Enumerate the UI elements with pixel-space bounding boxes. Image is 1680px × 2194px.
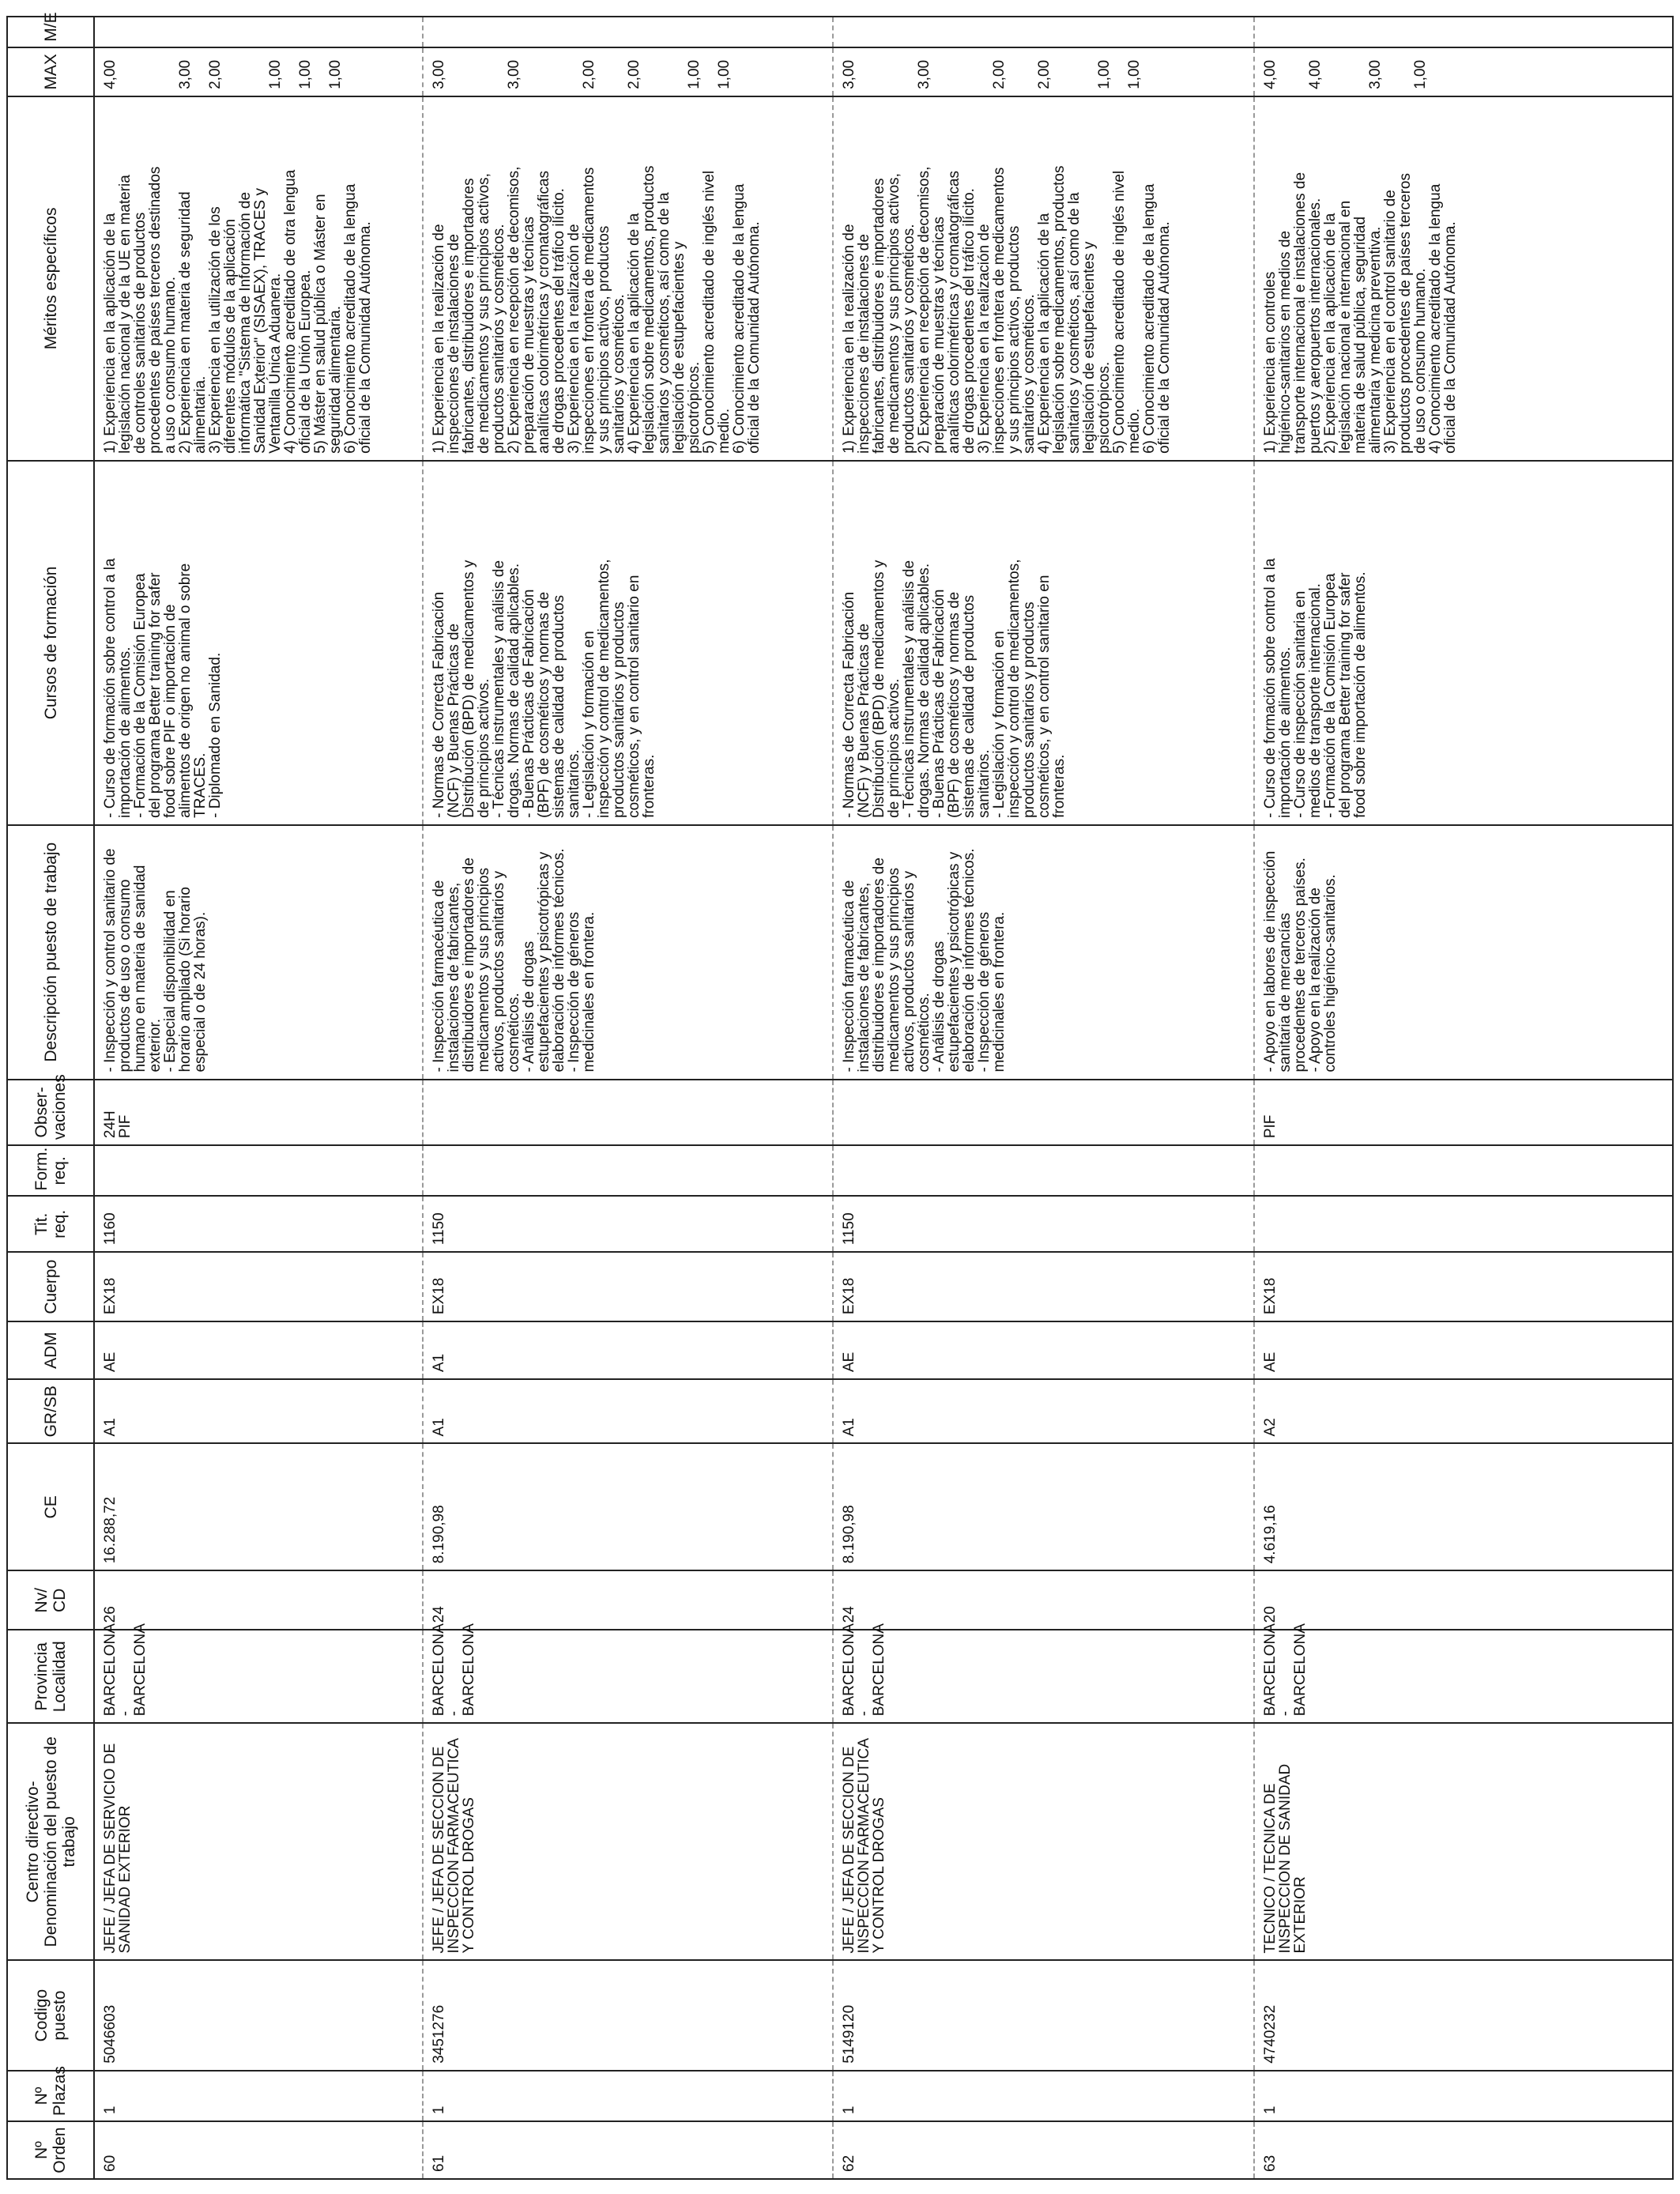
header-plazas: Nº Plazas xyxy=(7,2071,94,2121)
cell-plazas: 1 xyxy=(423,2071,833,2121)
max-value: 2,00 xyxy=(1036,59,1053,89)
cell-codigo: 5046603 xyxy=(94,1960,423,2070)
max-value xyxy=(193,53,208,89)
max-value xyxy=(461,53,477,89)
cell-nivel: 26 xyxy=(94,1570,423,1630)
cell-cursos: - Curso de formación sobre control a la importación de alimentos. - Curso de inspección sanitaria en medios de transporte internacional. - Formación de la Comisión Europea del programa Better training for safer food sobre importación de alimentos. xyxy=(1254,461,1673,825)
max-value: 1,00 xyxy=(267,59,284,89)
cell-obs xyxy=(833,1080,1254,1146)
max-value xyxy=(446,53,461,89)
cell-grsb: A1 xyxy=(833,1379,1254,1443)
header-max: MAX xyxy=(7,47,94,96)
header-centro: Centro directivo-Denominación del puesto de trabajo xyxy=(7,1723,94,1960)
max-value xyxy=(947,53,962,89)
max-value xyxy=(1022,53,1037,89)
cell-cuerpo: EX18 xyxy=(423,1252,833,1321)
table-row xyxy=(1254,17,1673,2179)
max-value xyxy=(148,53,163,89)
cell-obs: PIF xyxy=(1254,1080,1673,1146)
max-value xyxy=(672,53,687,89)
header-grsb: GR/SB xyxy=(7,1379,94,1443)
plazas-table xyxy=(6,12,1674,2180)
cell-adm: AE xyxy=(833,1321,1254,1379)
max-value xyxy=(857,53,872,89)
cell-codigo: 5149120 xyxy=(833,1960,1254,2070)
cell-ce: 8.190,98 xyxy=(423,1443,833,1570)
cell-ce: 16.288,72 xyxy=(94,1443,423,1570)
cell-orden: 63 xyxy=(1254,2121,1673,2179)
max-value xyxy=(702,53,717,89)
max-value: 3,00 xyxy=(505,59,522,89)
cell-descripcion: - Inspección farmacéutica de instalaciones de fabricantes, distribuidores e importadores de medicamentos y sus principios activos, productos sanitarios y cosméticos. - Análisis de drogas estupefacientes y psicotrópicas y elaboración de informes técnicos. - Inspección de géneros medicinales en frontera. xyxy=(833,825,1254,1080)
cell-max xyxy=(1254,47,1673,96)
cell-me xyxy=(1254,17,1673,47)
cell-cursos: - Normas de Correcta Fabricación (NCF) y Buenas Prácticas de Distribución (BPD) de medicamentos y de principios activos. - Técnicas instrumentales y análisis de drogas. Normas de calidad aplicables. - Buenas Prácticas de Fabricación (BPF) de cosméticos y normas de sistemas de calidad de productos sanitarios. - Legislación y formación en inspección y control de medicamentos, productos sanitarios y productos cosméticos, y en control sanitario en fronteras. xyxy=(833,461,1254,825)
max-value: 4,00 xyxy=(102,59,119,89)
cell-me xyxy=(423,17,833,47)
max-value xyxy=(537,53,552,89)
max-value xyxy=(1398,53,1413,89)
max-value xyxy=(522,53,537,89)
max-value: 3,00 xyxy=(430,59,447,89)
max-value xyxy=(567,53,582,89)
header-nivel: Nv/ CD xyxy=(7,1570,94,1630)
header-tit: Tit. req. xyxy=(7,1196,94,1252)
max-value xyxy=(283,53,298,89)
table-row xyxy=(833,17,1254,2179)
max-value xyxy=(1007,53,1022,89)
max-value xyxy=(1082,53,1097,89)
max-value: 2,00 xyxy=(625,59,642,89)
max-value xyxy=(962,53,977,89)
max-value xyxy=(872,53,887,89)
max-value xyxy=(253,53,268,89)
max-value xyxy=(902,53,917,89)
max-value xyxy=(492,53,507,89)
max-value: 1,00 xyxy=(1126,59,1143,89)
max-value xyxy=(1067,53,1082,89)
cell-nivel: 24 xyxy=(833,1570,1254,1630)
cell-me xyxy=(833,17,1254,47)
cell-meritos: 1) Experiencia en controles higiénico-sanitarios en medios de transporte internacional e instalaciones de puertos y aeropuertos internacionales. 2) Experiencia en la aplicación de la legislación nacional e internacional en materia de salud pública, seguridad alimentaria y medicina preventiva. 3) Experiencia en el control sanitario de productos procedentes de países terceros de uso o consumo humano. 4) Conocimiento acreditado de la lengua oficial de la Comunidad Autónoma. xyxy=(1254,96,1673,461)
header-form: Form. req. xyxy=(7,1145,94,1196)
cell-orden: 62 xyxy=(833,2121,1254,2179)
cell-tit: 1150 xyxy=(423,1196,833,1252)
cell-nivel: 20 xyxy=(1254,1570,1673,1630)
cell-max xyxy=(833,47,1254,96)
cell-centro: JEFE / JEFA DE SECCION DE INSPECCION FARMACEUTICA Y CONTROL DROGAS xyxy=(833,1723,1254,1960)
max-value: 1,00 xyxy=(715,59,733,89)
max-value: 3,00 xyxy=(177,59,194,89)
cell-max xyxy=(423,47,833,96)
cell-plazas: 1 xyxy=(833,2071,1254,2121)
max-value xyxy=(932,53,947,89)
header-descripcion: Descripción puesto de trabajo xyxy=(7,825,94,1080)
max-value xyxy=(552,53,567,89)
cell-orden: 61 xyxy=(423,2121,833,2179)
max-value: 2,00 xyxy=(991,59,1008,89)
cell-cuerpo: EX18 xyxy=(833,1252,1254,1321)
cell-obs: 24H PIF xyxy=(94,1080,423,1146)
cell-cursos: - Curso de formación sobre control a la importación de alimentos. - Formación de la Comisión Europea del programa Better training for safer food sobre PIF o importación de alimentos de origen no animal o sobre TRACES. - Diplomado en Sanidad. xyxy=(94,461,423,825)
max-value: 1,00 xyxy=(1411,59,1429,89)
cell-cuerpo: EX18 xyxy=(94,1252,423,1321)
header-codigo: Codigo puesto xyxy=(7,1960,94,2070)
max-value xyxy=(1383,53,1398,89)
cell-grsb: A1 xyxy=(94,1379,423,1443)
cell-tit xyxy=(1254,1196,1673,1252)
max-value xyxy=(1353,53,1368,89)
cell-nivel: 24 xyxy=(423,1570,833,1630)
table-row xyxy=(423,17,833,2179)
max-value xyxy=(477,53,492,89)
cell-codigo: 3451276 xyxy=(423,1960,833,2070)
max-value xyxy=(612,53,627,89)
header-me: M/E xyxy=(7,17,94,47)
cell-provincia: BARCELONA - BARCELONA xyxy=(1254,1630,1673,1723)
max-value xyxy=(1293,53,1308,89)
max-value xyxy=(1323,53,1338,89)
max-value xyxy=(118,53,133,89)
cell-meritos: 1) Experiencia en la realización de inspecciones de instalaciones de fabricantes, distribuidores e importadores de medicamentos y sus principios activos, productos sanitarios y cosméticos. 2) Experiencia en recepción de decomisos, preparación de muestras y técnicas analíticas colorimétricas y cromatográficas de drogas procedentes del tráfico ilícito. 3) Experiencia en la realización de inspecciones en frontera de medicamentos y sus principios activos, productos sanitarios y cosméticos. 4) Experiencia en la aplicación de la legislación sobre medicamentos, productos sanitarios y cosméticos, así como de la legislación de estupefacientes y psicotrópicos. 5) Conocimiento acreditado de inglés nivel medio. 6) Conocimiento acreditado de la lengua oficial de la Comunidad Autónoma. xyxy=(833,96,1254,461)
max-value xyxy=(657,53,672,89)
cell-adm: A1 xyxy=(423,1321,833,1379)
cell-plazas: 1 xyxy=(94,2071,423,2121)
cell-provincia: BARCELONA - BARCELONA xyxy=(94,1630,423,1723)
cell-tit: 1160 xyxy=(94,1196,423,1252)
max-value: 4,00 xyxy=(1261,59,1279,89)
table-body xyxy=(94,17,1673,2179)
cell-form xyxy=(833,1145,1254,1196)
cell-meritos: 1) Experiencia en la realización de inspecciones de instalaciones de fabricantes, distribuidores e importadores de medicamentos y sus principios activos, productos sanitarios y cosméticos. 2) Experiencia en recepción de decomisos, preparación de muestras y técnicas analíticas colorimétricas y cromatográficas de drogas procedentes del tráfico ilícito. 3) Experiencia en la realización de inspecciones en frontera de medicamentos y sus principios activos, productos sanitarios y cosméticos. 4) Experiencia en la aplicación de la legislación sobre medicamentos, productos sanitarios y cosméticos, así como de la legislación de estupefacientes y psicotrópicos. 5) Conocimiento acreditado de inglés nivel medio. 6) Conocimiento acreditado de la lengua oficial de la Comunidad Autónoma. xyxy=(423,96,833,461)
max-value: 2,00 xyxy=(580,59,597,89)
cell-descripcion: - Apoyo en labores de inspección sanitaria de mercancías procedentes de terceros países. - Apoyo en la realización de controles higiénico-sanitarios. xyxy=(1254,825,1673,1080)
cell-codigo: 4740232 xyxy=(1254,1960,1673,2070)
header-cursos: Cursos de formación xyxy=(7,461,94,825)
cell-grsb: A2 xyxy=(1254,1379,1673,1443)
cell-adm: AE xyxy=(94,1321,423,1379)
max-value: 1,00 xyxy=(685,59,703,89)
max-value xyxy=(163,53,178,89)
cell-centro: JEFE / JEFA DE SERVICIO DE SANIDAD EXTERIOR xyxy=(94,1723,423,1960)
cell-form xyxy=(1254,1145,1673,1196)
cell-ce: 4.619,16 xyxy=(1254,1443,1673,1570)
max-value: 3,00 xyxy=(916,59,933,89)
max-value xyxy=(887,53,902,89)
max-value xyxy=(1052,53,1067,89)
max-value: 1,00 xyxy=(1096,59,1113,89)
header-orden: Nº Orden xyxy=(7,2121,94,2179)
max-value xyxy=(642,53,657,89)
cell-grsb: A1 xyxy=(423,1379,833,1443)
cell-descripcion: - Inspección y control sanitario de productos de uso o consumo humano en materia de sanidad exterior. - Especial disponibilidad en horario ampliado (Si horario especial o de 24 horas). xyxy=(94,825,423,1080)
cell-max xyxy=(94,47,423,96)
header-ce: CE xyxy=(7,1443,94,1570)
max-value xyxy=(238,53,253,89)
cell-centro: TECNICO / TECNICA DE INSPECCION DE SANIDAD EXTERIOR xyxy=(1254,1723,1673,1960)
header-meritos: Méritos específicos xyxy=(7,96,94,461)
cell-orden: 60 xyxy=(94,2121,423,2179)
max-value xyxy=(597,53,612,89)
cell-ce: 8.190,98 xyxy=(833,1443,1254,1570)
table-row xyxy=(94,17,423,2179)
max-value xyxy=(1278,53,1293,89)
max-value: 3,00 xyxy=(1366,59,1384,89)
table-header xyxy=(7,12,94,2179)
max-value xyxy=(977,53,992,89)
cell-meritos: 1) Experiencia en la aplicación de la legislación nacional y de la UE en materia de controles sanitarios de productos procedentes de países terceros destinados a uso o consumo humano. 2) Experiencia en materia de seguridad alimentaria. 3) Experiencia en la utilización de los diferentes módulos de la aplicación informática "Sistema de Información de Sanidad Exterior" (SISAEX), TRACES y Ventanilla Única Aduanera. 4) Conocimiento acreditado de otra lengua oficial de la Unión Europea. 5) Máster en salud pública o Máster en seguridad alimentaria. 6) Conocimiento acreditado de la lengua oficial de la Comunidad Autónoma. xyxy=(94,96,423,461)
cell-provincia: BARCELONA - BARCELONA xyxy=(423,1630,833,1723)
cell-obs xyxy=(423,1080,833,1146)
max-value: 1,00 xyxy=(297,59,314,89)
cell-tit: 1150 xyxy=(833,1196,1254,1252)
cell-plazas: 1 xyxy=(1254,2071,1673,2121)
cell-me xyxy=(94,17,423,47)
cell-adm: AE xyxy=(1254,1321,1673,1379)
cell-form xyxy=(94,1145,423,1196)
header-adm: ADM xyxy=(7,1321,94,1379)
cell-cursos: - Normas de Correcta Fabricación (NCF) y Buenas Prácticas de Distribución (BPD) de medicamentos y de principios activos. - Técnicas instrumentales y análisis de drogas. Normas de calidad aplicables. - Buenas Prácticas de Fabricación (BPF) de cosméticos y normas de sistemas de calidad de productos sanitarios. - Legislación y formación en inspección y control de medicamentos, productos sanitarios y productos cosméticos, y en control sanitario en fronteras. xyxy=(423,461,833,825)
header-cuerpo: Cuerpo xyxy=(7,1252,94,1321)
cell-centro: JEFE / JEFA DE SECCION DE INSPECCION FARMACEUTICA Y CONTROL DROGAS xyxy=(423,1723,833,1960)
max-value: 3,00 xyxy=(841,59,858,89)
max-value: 2,00 xyxy=(207,59,224,89)
cell-cuerpo: EX18 xyxy=(1254,1252,1673,1321)
max-value: 4,00 xyxy=(1306,59,1324,89)
max-value xyxy=(1338,53,1353,89)
cell-descripcion: - Inspección farmacéutica de instalaciones de fabricantes, distribuidores e importadores de medicamentos y sus principios activos, productos sanitarios y cosméticos. - Análisis de drogas estupefacientes y psicotrópicas y elaboración de informes técnicos. - Inspección de géneros medicinales en frontera. xyxy=(423,825,833,1080)
cell-form xyxy=(423,1145,833,1196)
cell-provincia: BARCELONA - BARCELONA xyxy=(833,1630,1254,1723)
max-value xyxy=(223,53,238,89)
header-provincia: Provincia Localidad xyxy=(7,1630,94,1723)
header-obs: Obser-vaciones xyxy=(7,1080,94,1146)
max-value xyxy=(1112,53,1127,89)
max-value: 1,00 xyxy=(327,59,344,89)
max-value xyxy=(313,53,328,89)
max-value xyxy=(133,53,148,89)
